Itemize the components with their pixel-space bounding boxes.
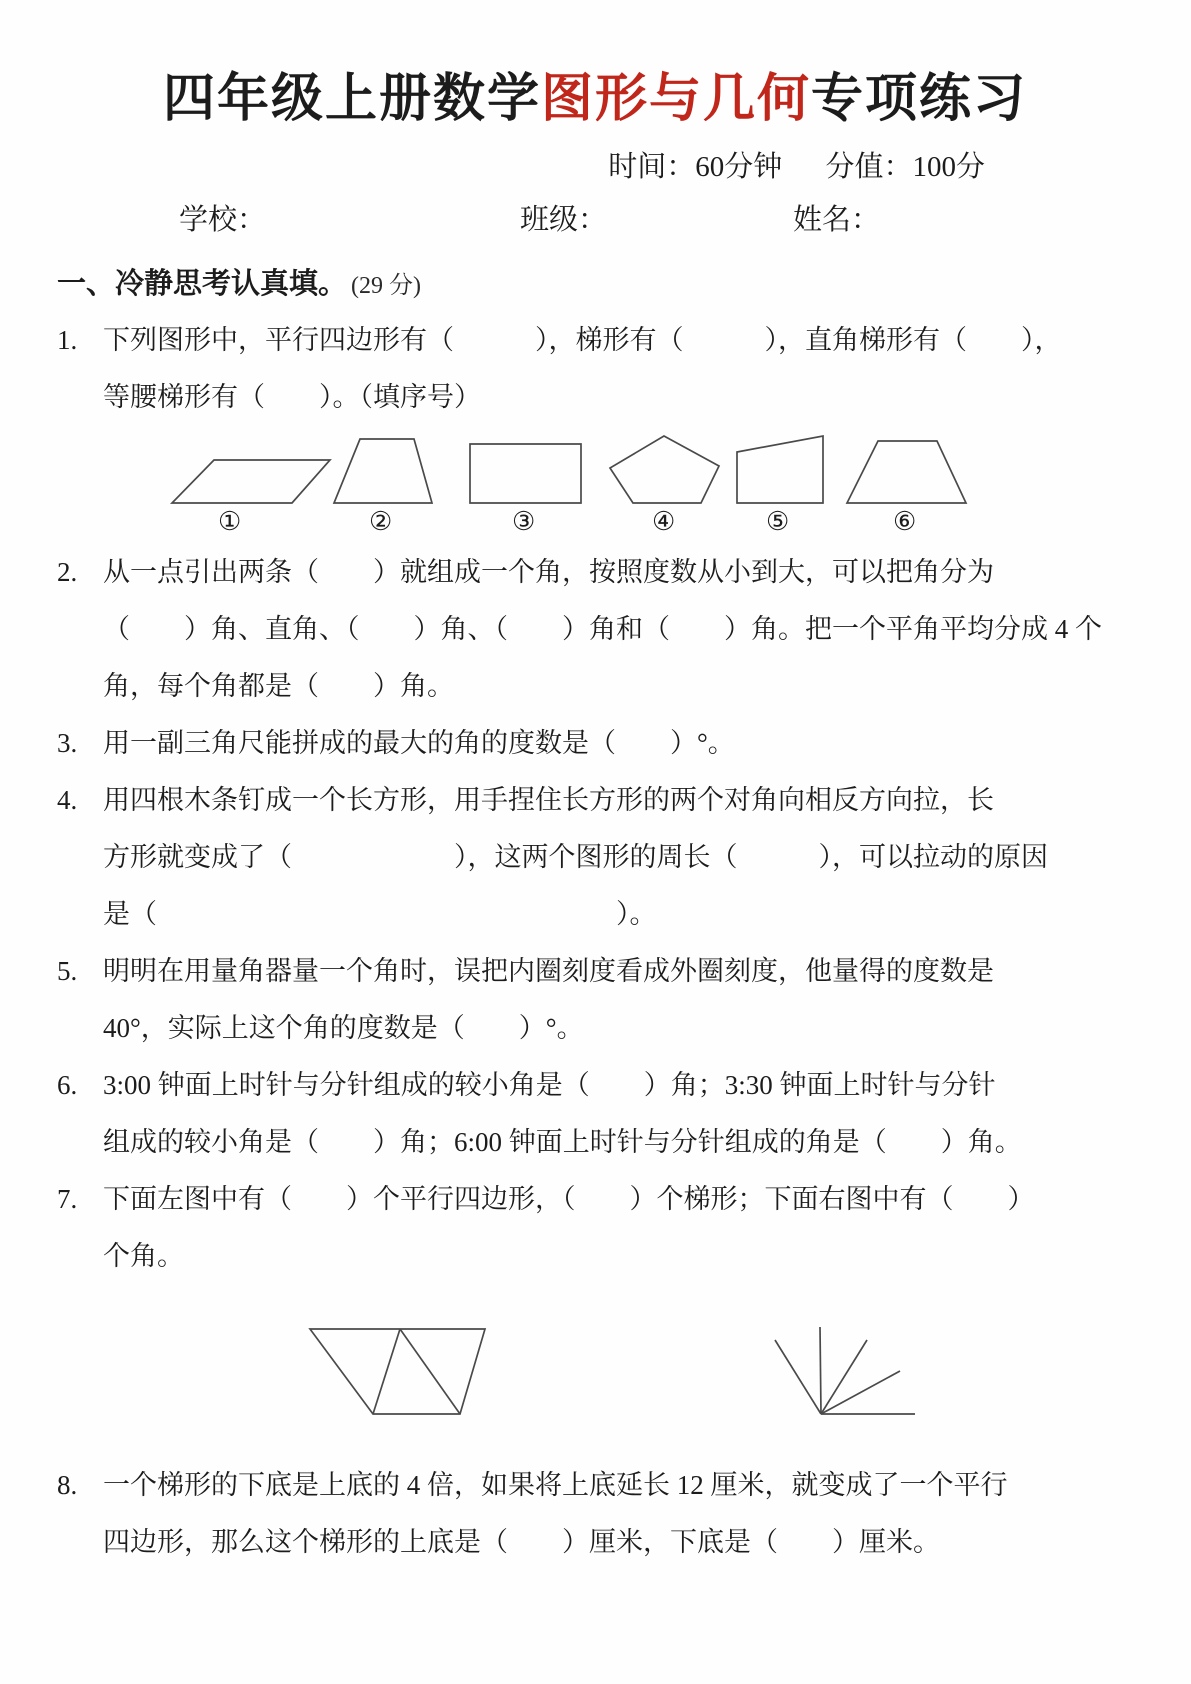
- section-1-heading: [57, 264, 1133, 306]
- question-1-line-1: 下列图形中，平行四边形有（ ），梯形有（ ），直角梯形有（ ），: [103, 325, 1062, 355]
- q7-left-outline: [310, 1329, 485, 1414]
- question-3-line-1: 用一副三角尺能拼成的最大的角的度数是（ ）°。: [103, 728, 735, 758]
- question-8-number: 8.: [57, 1470, 78, 1500]
- shape-label-4: ④: [652, 507, 676, 536]
- field-school-label: 学校：: [179, 204, 267, 236]
- question-8-line-2: 四边形，那么这个梯形的上底是（ ）厘米，下底是（ ）厘米。: [103, 1527, 940, 1557]
- question-8: [57, 1457, 1133, 1571]
- q7-left-inner-line-2: [400, 1329, 460, 1414]
- q7-left-figure-trapezoid-triangles: [305, 1324, 495, 1419]
- question-3-number: 3.: [57, 728, 78, 758]
- question-5-number: 5.: [57, 956, 78, 986]
- question-4-line-1: 用四根木条钉成一个长方形，用手捏住长方形的两个对角向相反方向拉，长: [103, 785, 994, 815]
- question-4-line-3: 是（ ）。: [103, 899, 657, 929]
- title-prefix: 四年级上册数学: [162, 71, 541, 128]
- question-4-number: 4.: [57, 785, 78, 815]
- question-6-line-1: 3:00 钟面上时针与分针组成的较小角是（ ）角；3:30 钟面上时针与分针: [103, 1070, 996, 1100]
- shape-label-5: ⑤: [766, 507, 790, 536]
- field-name-label: 姓名：: [793, 204, 881, 236]
- question-7-line-1: 下面左图中有（ ）个平行四边形，（ ）个梯形；下面右图中有（ ）: [103, 1184, 1035, 1214]
- right-trapezoid-shape: [737, 436, 823, 503]
- question-3: [57, 715, 1133, 772]
- section-1-points: (29 分): [351, 273, 421, 299]
- question-6: [57, 1057, 1133, 1171]
- question-6-line-2: 组成的较小角是（ ）角；6:00 钟面上时针与分针组成的角是（ ）角。: [103, 1127, 1022, 1157]
- shape-label-6: ⑥: [893, 507, 917, 536]
- ray-vertical: [820, 1327, 821, 1414]
- question-list: [57, 312, 1133, 1571]
- pentagon-shape: [610, 436, 719, 503]
- shape-row-svg: [158, 430, 988, 506]
- question-7-figures: [305, 1323, 1133, 1419]
- rectangle-shape: [470, 444, 581, 503]
- q7-right-figure-angle-rays: [755, 1324, 920, 1419]
- exam-meta: [57, 148, 1133, 186]
- page-title: [57, 66, 1133, 134]
- question-6-number: 6.: [57, 1070, 78, 1100]
- student-info-row: [57, 200, 1133, 240]
- question-4: [57, 772, 1133, 943]
- trapezoid-shape: [334, 439, 432, 503]
- question-1-shape-figure: [158, 430, 1133, 538]
- title-suffix: 专项练习: [811, 71, 1028, 128]
- question-8-line-1: 一个梯形的下底是上底的 4 倍，如果将上底延长 12 厘米，就变成了一个平行: [103, 1470, 1008, 1500]
- exam-time: 时间：60分钟: [608, 151, 783, 183]
- shape-label-row: [158, 506, 988, 538]
- shape-label-1: ①: [218, 507, 242, 536]
- title-highlight: 图形与几何: [540, 71, 811, 128]
- question-4-line-2: 方形就变成了（ ），这两个图形的周长（ ），可以拉动的原因: [103, 842, 1048, 872]
- question-2: [57, 544, 1133, 715]
- question-7-line-2: 个角。: [103, 1241, 184, 1271]
- shape-label-3: ③: [512, 507, 536, 536]
- question-1-number: 1.: [57, 325, 78, 355]
- q7-left-inner-line-1: [373, 1329, 400, 1414]
- question-1-line-2: 等腰梯形有（ ）。（填序号）: [103, 382, 481, 412]
- field-class-label: 班级：: [520, 204, 608, 236]
- question-5-line-2: 40°，实际上这个角的度数是（ ）°。: [103, 1013, 584, 1043]
- shape-label-2: ②: [369, 507, 393, 536]
- question-2-line-1: 从一点引出两条（ ）就组成一个角，按照度数从小到大，可以把角分为: [103, 557, 994, 587]
- parallelogram-shape: [172, 460, 330, 503]
- question-1: [57, 312, 1133, 544]
- exam-score: 分值：100分: [825, 151, 985, 183]
- isosceles-trapezoid-shape: [847, 441, 966, 503]
- ray-up-right-steep: [821, 1340, 867, 1414]
- ray-up-left: [775, 1340, 821, 1414]
- question-7-number: 7.: [57, 1184, 78, 1214]
- question-2-number: 2.: [57, 557, 78, 587]
- question-5: [57, 943, 1133, 1057]
- section-1-title: 一、冷静思考认真填。: [57, 268, 348, 300]
- question-2-line-2: （ ）角、直角、（ ）角、（ ）角和（ ）角。把一个平角平均分成 4 个: [103, 614, 1102, 644]
- ray-up-right-shallow: [821, 1371, 900, 1414]
- question-2-line-3: 角，每个角都是（ ）角。: [103, 671, 454, 701]
- question-7: [57, 1171, 1133, 1457]
- question-5-line-1: 明明在用量角器量一个角时，误把内圈刻度看成外圈刻度，他量得的度数是: [103, 956, 994, 986]
